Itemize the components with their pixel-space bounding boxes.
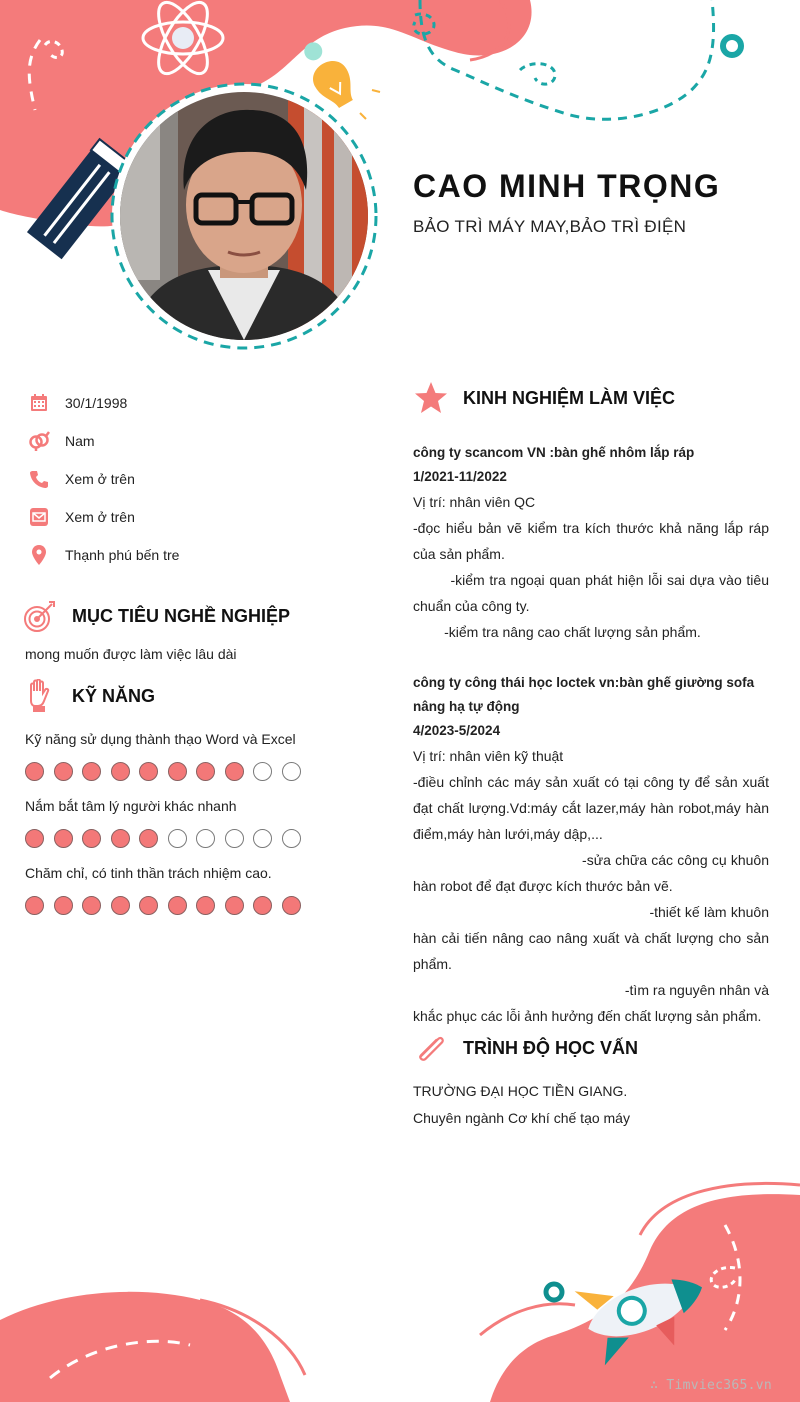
hand-icon — [22, 678, 58, 714]
job-date: 4/2023-5/2024 — [413, 723, 501, 738]
job-line: -đọc hiểu bản vẽ kiểm tra kích thước khả năng lắp ráp của sản phẩm. — [413, 520, 769, 562]
objective-heading — [22, 598, 290, 634]
location-icon — [28, 544, 50, 566]
email-icon — [28, 506, 50, 528]
paperclip-icon — [413, 1030, 449, 1066]
rating-dot-filled — [82, 829, 101, 848]
job-description — [413, 489, 773, 645]
experience-heading-text: KINH NGHIỆM LÀM VIỆC — [463, 387, 676, 408]
rating-dot-empty — [225, 829, 244, 848]
contact-address-text: Thạnh phú bến tre — [65, 547, 180, 563]
contact-birthdate-text: 30/1/1998 — [65, 395, 128, 411]
calendar-icon — [28, 392, 50, 414]
watermark: ∴ Timviec365.vn — [650, 1378, 772, 1393]
job-line: -thiết kế làm khuôn hàn cải tiến nâng cao nâng xuất và chất lượng cho sản phẩm. — [413, 904, 773, 972]
contact-phone — [28, 460, 348, 498]
rating-dot-filled — [139, 896, 158, 915]
rating-dot-filled — [196, 896, 215, 915]
bottom-left-blob — [0, 1292, 290, 1402]
job-date: 1/2021-11/2022 — [413, 469, 507, 484]
objective-text: mong muốn được làm việc lâu dài — [25, 646, 237, 662]
rating-dot-filled — [196, 762, 215, 781]
rating-dot-filled — [54, 896, 73, 915]
rating-dot-filled — [253, 896, 272, 915]
rating-dot-filled — [82, 762, 101, 781]
rating-dot-filled — [282, 896, 301, 915]
rating-dot-empty — [253, 829, 272, 848]
teal-ring-icon — [723, 37, 741, 55]
candidate-name: CAO MINH TRỌNG — [413, 168, 721, 204]
star-icon — [413, 380, 449, 416]
contact-gender — [28, 422, 348, 460]
rating-dot-filled — [111, 762, 130, 781]
phone-icon — [28, 468, 50, 490]
objective-heading-text: MỤC TIÊU NGHỀ NGHIỆP — [72, 605, 291, 626]
contact-gender-text: Nam — [65, 433, 95, 449]
skill-name: Nắm bắt tâm lý người khác nhanh — [25, 798, 237, 814]
gender-icon — [28, 430, 50, 452]
rating-dot-filled — [168, 762, 187, 781]
target-icon — [22, 598, 58, 634]
skills-list — [25, 728, 325, 929]
skill-item — [25, 728, 325, 781]
job-company: công ty scancom VN :bàn ghế nhôm lắp ráp — [413, 445, 695, 460]
job-description — [413, 743, 773, 1029]
rating-dot-empty — [282, 829, 301, 848]
rating-dot-filled — [225, 762, 244, 781]
job-line: Vị trí: nhân viên kỹ thuật — [413, 748, 564, 764]
rating-dot-filled — [54, 829, 73, 848]
rating-dot-filled — [111, 829, 130, 848]
skills-heading — [22, 678, 155, 714]
rating-dot-filled — [25, 829, 44, 848]
rating-dot-filled — [111, 896, 130, 915]
rating-dot-filled — [139, 762, 158, 781]
experience-heading — [413, 380, 675, 416]
rating-dot-filled — [54, 762, 73, 781]
education-major: Chuyên ngành Cơ khí chế tạo máy — [413, 1110, 630, 1126]
contact-email-text: Xem ở trên — [65, 509, 135, 525]
rating-dot-filled — [25, 896, 44, 915]
job-line: -kiểm tra nâng cao chất lượng sản phẩm. — [413, 624, 701, 640]
job-line: -tìm ra nguyên nhân và khắc phục các lỗi ảnh hưởng đến chất lượng sản phẩm. — [413, 982, 773, 1024]
job-title: BẢO TRÌ MÁY MAY,BẢO TRÌ ĐIỆN — [413, 217, 687, 236]
contact-list — [28, 384, 348, 574]
contact-phone-text: Xem ở trên — [65, 471, 135, 487]
skill-rating — [25, 896, 325, 915]
rating-dot-filled — [82, 896, 101, 915]
rating-dot-filled — [168, 896, 187, 915]
job-line: -sửa chữa các công cụ khuôn hàn robot để đạt được kích thước bản vẽ. — [413, 852, 773, 894]
skill-item — [25, 795, 325, 848]
rating-dot-empty — [253, 762, 272, 781]
skills-heading-text: KỸ NĂNG — [72, 685, 156, 706]
job-line: -kiểm tra ngoại quan phát hiện lỗi sai dựa vào tiêu chuẩn của công ty. — [413, 572, 773, 614]
skill-rating — [25, 829, 325, 848]
skill-name: Kỹ năng sử dụng thành thạo Word và Excel — [25, 731, 296, 747]
contact-email — [28, 498, 348, 536]
skill-rating — [25, 762, 325, 781]
profile-photo — [108, 80, 380, 352]
contact-address — [28, 536, 348, 574]
skill-name: Chăm chỉ, có tinh thần trách nhiệm cao. — [25, 865, 272, 881]
education-heading — [413, 1030, 638, 1066]
skill-item — [25, 862, 325, 915]
rating-dot-empty — [282, 762, 301, 781]
experience-list — [413, 441, 773, 1055]
rating-dot-filled — [139, 829, 158, 848]
rating-dot-empty — [168, 829, 187, 848]
education-heading-text: TRÌNH ĐỘ HỌC VẤN — [463, 1037, 638, 1058]
rating-dot-empty — [196, 829, 215, 848]
rating-dot-filled — [25, 762, 44, 781]
job-line: Vị trí: nhân viên QC — [413, 494, 536, 510]
education-details — [413, 1078, 630, 1132]
job-entry — [413, 671, 773, 1029]
job-line: -điều chỉnh các máy sản xuất có tại công ty để sản xuất đạt chất lượng.Vd:máy cắt lazer,máy hàn robot,máy hàn điểm,máy hàn lưới,máy dập,... — [413, 774, 769, 842]
rating-dot-filled — [225, 896, 244, 915]
education-school: TRƯỜNG ĐẠI HỌC TIỀN GIANG. — [413, 1083, 628, 1099]
contact-birthdate — [28, 384, 348, 422]
job-entry — [413, 441, 773, 645]
job-company: công ty công thái học loctek vn:bàn ghế giường sofa nâng hạ tự động — [413, 675, 755, 714]
